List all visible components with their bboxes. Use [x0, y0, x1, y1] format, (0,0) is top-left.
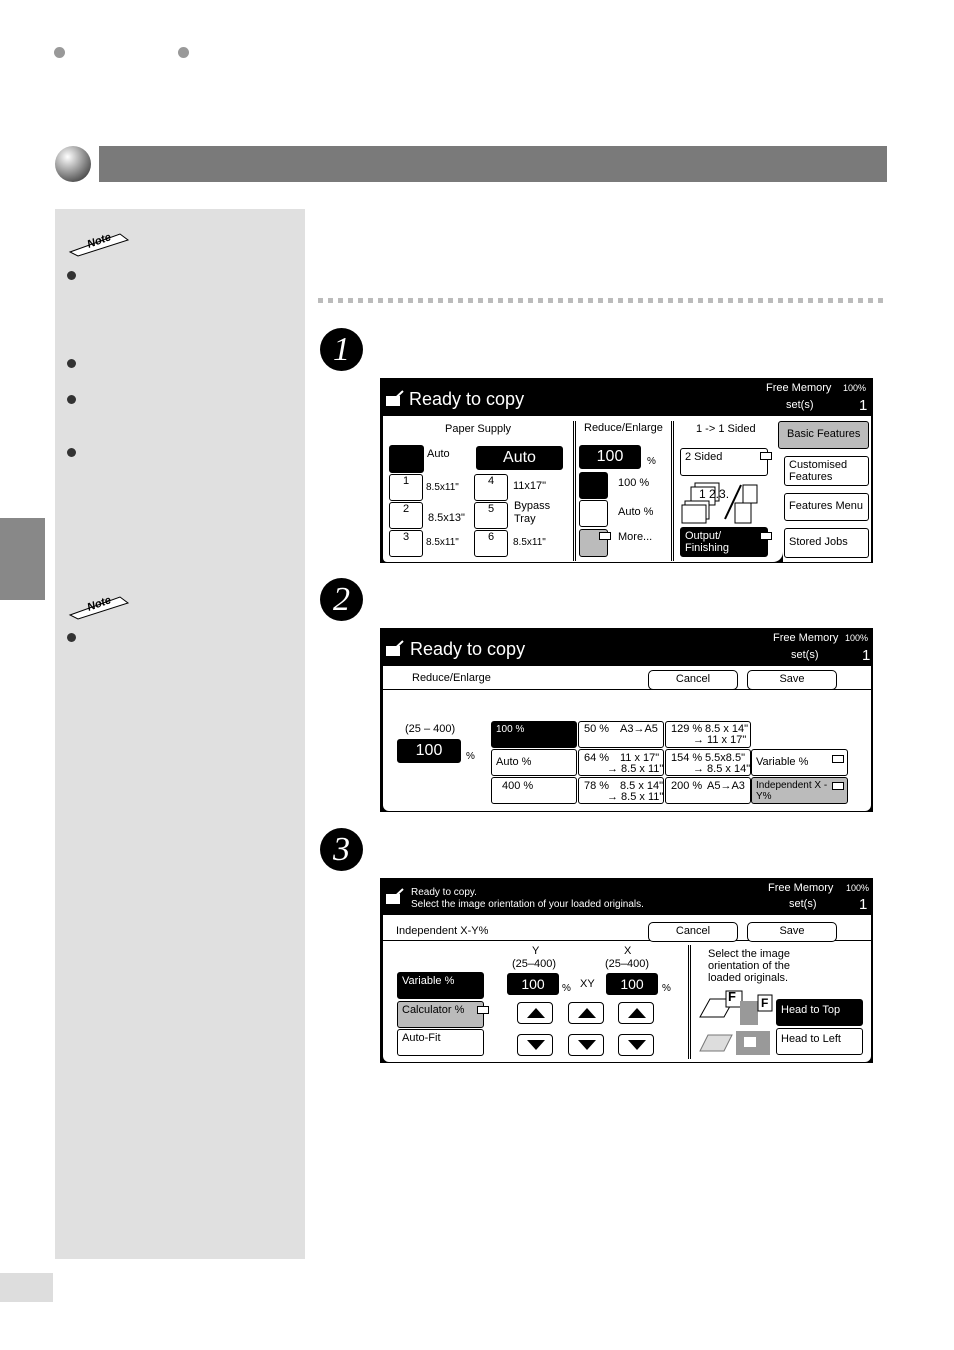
save-label: Save — [779, 925, 805, 937]
tab-stored-jobs[interactable] — [784, 528, 869, 558]
range-label: (25 – 400) — [405, 723, 456, 735]
auto-display — [476, 446, 563, 470]
auto-display-text: Auto — [503, 449, 536, 466]
free-memory-label: Free Memory — [773, 632, 839, 644]
output-finishing-button[interactable] — [680, 527, 768, 557]
x-value-display — [606, 973, 658, 995]
tray-3-size: 8.5x11" — [426, 537, 459, 548]
head-to-left-button[interactable] — [776, 1028, 863, 1055]
y-value-text: 100 — [521, 976, 545, 992]
bullet — [67, 448, 76, 457]
value-text: 100 — [415, 742, 443, 759]
auto-paper-button[interactable] — [389, 445, 424, 473]
free-memory-value: 100% — [846, 883, 870, 893]
section-ball-icon — [55, 146, 91, 182]
save-button[interactable] — [747, 670, 837, 690]
tray-5-bypass-button[interactable] — [474, 502, 508, 529]
sided-heading: 1 -> 1 Sided — [696, 423, 756, 435]
x-down-button[interactable] — [618, 1034, 654, 1056]
screen-title-line2: Select the image orientation of your loaded originals. — [411, 899, 644, 910]
divider — [671, 421, 674, 561]
preset-154-from: 5.5x8.5" — [705, 752, 745, 764]
tray-1-number: 1 — [402, 475, 410, 487]
tab-features-label: Features Menu — [789, 500, 863, 512]
opt-auto-button[interactable] — [579, 500, 608, 527]
bullet — [67, 633, 76, 642]
preset-129-to: → 11 x 17" — [693, 734, 747, 746]
preset-129-pct: 129 % — [671, 723, 703, 735]
bullet — [67, 395, 76, 404]
step-1-badge: 1 — [320, 328, 363, 371]
preset-154-to: → 8.5 x 14" — [693, 763, 751, 775]
dotted-divider — [318, 298, 886, 303]
value-display — [397, 739, 461, 763]
note-label: Note — [85, 594, 113, 614]
copier-icon — [385, 390, 405, 408]
tray-2-button[interactable] — [389, 502, 423, 529]
free-memory-label: Free Memory — [768, 882, 834, 894]
free-memory-label: Free Memory — [766, 382, 832, 394]
opt-auto-label: Auto % — [618, 506, 654, 518]
orientation-instruction: Select the image orientation of the loaded originals. — [708, 948, 790, 984]
tray-1-button[interactable] — [389, 474, 423, 501]
tray-2-number: 2 — [402, 503, 410, 515]
calculator-button[interactable] — [397, 1001, 484, 1028]
xy-down-button[interactable] — [568, 1034, 604, 1056]
variable-label: Variable % — [756, 756, 809, 768]
screen-basic-features — [380, 378, 873, 563]
section-label: Reduce/Enlarge — [412, 672, 491, 684]
preset-78-pct: 78 % — [584, 780, 610, 792]
tab-features-menu[interactable] — [784, 493, 869, 521]
step-3-badge: 3 — [320, 828, 363, 871]
autofit-label: Auto-Fit — [402, 1032, 441, 1044]
y-up-button[interactable] — [517, 1002, 553, 1024]
sets-label: set(s) — [789, 898, 817, 910]
tab-stored-label: Stored Jobs — [789, 536, 848, 548]
preset-auto-label: Auto % — [496, 756, 532, 768]
tray-4-size: 11x17" — [513, 480, 547, 492]
divider — [688, 945, 691, 1059]
preset-50-pct: 50 % — [584, 723, 610, 735]
screen-title-line1: Ready to copy. — [411, 887, 477, 898]
header-dot-left — [54, 47, 65, 58]
free-memory-value: 100% — [845, 633, 869, 643]
reduce-value-display — [579, 445, 641, 469]
cancel-button[interactable] — [648, 670, 738, 690]
tray-6-size: 8.5x11" — [513, 537, 546, 548]
note-badge-1 — [68, 232, 126, 254]
autofit-button[interactable] — [397, 1029, 484, 1056]
x-percent: % — [662, 983, 671, 994]
submenu-icon — [760, 532, 772, 540]
y-label: Y — [532, 945, 540, 957]
section-label: Independent X-Y% — [396, 925, 489, 937]
preset-64-pct: 64 % — [584, 752, 610, 764]
screen-independent-xy — [380, 878, 873, 1063]
output-finishing-label: Output/ Finishing — [685, 530, 730, 554]
save-label: Save — [779, 673, 805, 685]
head-to-left-label: Head to Left — [781, 1033, 841, 1045]
reduce-value-text: 100 — [596, 448, 624, 465]
tray-2-size: 8.5x13" — [428, 512, 465, 524]
tray-3-button[interactable] — [389, 530, 423, 557]
y-range: (25–400) — [512, 958, 557, 970]
tray-5-number: 5 — [487, 503, 495, 515]
page-number-box — [0, 1273, 53, 1302]
sets-value: 1 — [859, 896, 868, 913]
tray-3-number: 3 — [402, 531, 410, 543]
preset-78-to: → 8.5 x 11" — [607, 791, 664, 803]
notes-sidebar — [55, 209, 305, 1259]
submenu-icon — [599, 532, 611, 540]
icon-page-text: 1 2.3. — [699, 487, 730, 501]
preset-78-from: 8.5 x 14" — [620, 780, 664, 792]
bullet — [67, 271, 76, 280]
preset-auto-button[interactable] — [491, 749, 577, 776]
preset-100-label: 100 % — [496, 724, 525, 735]
sets-value: 1 — [859, 397, 868, 414]
preset-100-button[interactable] — [491, 721, 577, 748]
x-value-text: 100 — [620, 976, 644, 992]
submenu-icon — [832, 782, 844, 790]
reduce-enlarge-heading: Reduce/Enlarge — [584, 422, 663, 434]
header-dot-right — [178, 47, 189, 58]
title-bar — [381, 629, 872, 666]
preset-200-pct: 200 % — [671, 780, 703, 792]
xy-up-button[interactable] — [568, 1002, 604, 1024]
submenu-icon — [832, 755, 844, 763]
percent-sign: % — [466, 751, 475, 762]
cancel-button[interactable] — [648, 922, 738, 942]
preset-64-to: → 8.5 x 11" — [607, 763, 664, 775]
sets-label: set(s) — [786, 399, 814, 411]
copier-icon — [385, 888, 405, 906]
screen-reduce-enlarge — [380, 628, 873, 812]
screen-title: Ready to copy — [409, 389, 525, 409]
f-glyph-top-small: F — [761, 996, 769, 1010]
variable-button[interactable] — [397, 972, 484, 999]
x-range: (25–400) — [605, 958, 650, 970]
copier-icon — [385, 640, 405, 658]
two-sided-button[interactable] — [680, 448, 768, 476]
tray-1-size: 8.5x11" — [426, 482, 459, 493]
tray-6-number: 6 — [487, 531, 495, 543]
tray-6-button[interactable] — [474, 530, 508, 557]
tab-customised-features[interactable] — [784, 456, 869, 486]
tray-4-number: 4 — [487, 475, 495, 487]
cancel-label: Cancel — [675, 673, 711, 685]
variable-label: Variable % — [402, 975, 455, 987]
preset-129-from: 8.5 x 14" — [705, 723, 749, 735]
preset-400-button[interactable] — [491, 777, 577, 804]
x-label: X — [624, 945, 632, 957]
bullet — [67, 359, 76, 368]
note-label: Note — [85, 231, 113, 251]
cancel-label: Cancel — [675, 925, 711, 937]
chapter-tab — [0, 518, 45, 600]
free-memory-value: 100% — [843, 383, 867, 393]
opt-100-button[interactable] — [579, 472, 608, 499]
head-to-top-button[interactable] — [776, 999, 863, 1026]
two-sided-label: 2 Sided — [685, 451, 723, 463]
paper-supply-heading: Paper Supply — [445, 423, 512, 435]
save-button[interactable] — [747, 922, 837, 942]
percent-sign: % — [647, 456, 656, 467]
section-heading-bar — [99, 146, 887, 182]
preset-154-pct: 154 % — [671, 752, 703, 764]
opt-more-label: More... — [618, 531, 653, 543]
y-percent: % — [562, 983, 571, 994]
preset-64-from: 11 x 17" — [620, 752, 660, 764]
note-badge-2 — [68, 595, 126, 617]
finishing-diagram-icon — [681, 479, 767, 525]
preset-50-size: A3→A5 — [620, 723, 658, 735]
submenu-icon — [477, 1006, 489, 1014]
sets-value: 1 — [862, 647, 871, 664]
independent-label: Independent X - Y% — [756, 780, 828, 802]
title-bar — [381, 879, 872, 915]
calculator-label: Calculator % — [402, 1004, 465, 1016]
step-2-badge: 2 — [320, 578, 363, 621]
y-down-button[interactable] — [517, 1034, 553, 1056]
x-up-button[interactable] — [618, 1002, 654, 1024]
head-to-top-label: Head to Top — [781, 1004, 841, 1016]
opt-100-label: 100 % — [618, 477, 650, 489]
y-value-display — [507, 973, 559, 995]
tab-basic-label: Basic Features — [787, 428, 861, 440]
preset-200-size: A5→A3 — [707, 780, 745, 792]
tray-4-button[interactable] — [474, 474, 508, 501]
title-bar — [381, 379, 872, 416]
auto-paper-label: Auto — [427, 448, 450, 460]
head-to-left-orientation-icon — [696, 1029, 776, 1057]
tray-5-size: Bypass Tray — [514, 500, 551, 525]
f-glyph-top: F — [728, 989, 736, 1004]
screen-title: Ready to copy — [410, 639, 526, 659]
preset-400-label: 400 % — [502, 780, 534, 792]
sets-label: set(s) — [791, 649, 819, 661]
tab-customised-label: Customised Features — [789, 459, 848, 483]
divider — [573, 421, 576, 561]
tab-basic-features[interactable] — [778, 421, 869, 449]
submenu-icon — [760, 452, 772, 460]
xy-label: XY — [580, 978, 595, 990]
